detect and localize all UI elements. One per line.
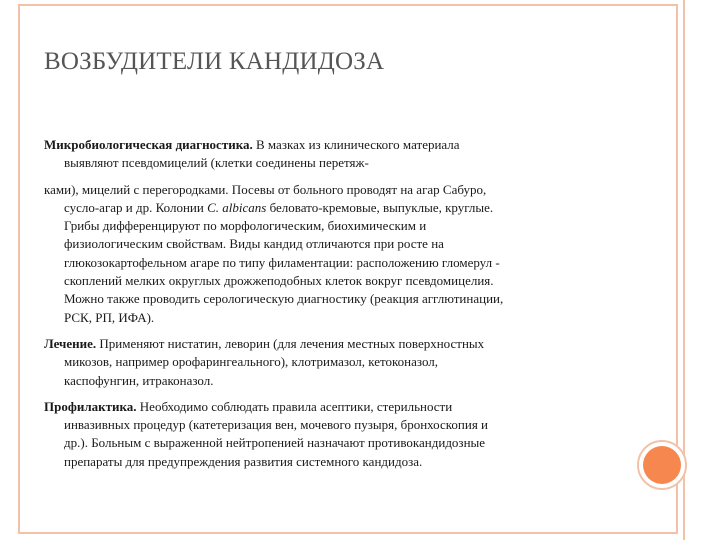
- text-line: каспофунгин, итраконазол.: [64, 372, 214, 388]
- text-line: сусло-агар и др. Колонии: [64, 199, 204, 215]
- paragraph-diagnostics: [44, 136, 614, 327]
- paragraph-lead: Лечение.: [44, 335, 97, 351]
- text-line: беловато-кремовые, выпуклые, круглые.: [266, 199, 494, 215]
- text-line: глюкозокартофельном агаре по типу филаментации: расположению гломерул -: [64, 254, 500, 270]
- text-line: ками), мицелий с перегородками. Посевы от больного проводят на агар Сабуро,: [44, 181, 487, 197]
- text-line: В мазках из клинического материала: [252, 137, 460, 152]
- text-line: препараты для предупреждения развития системного кандидоза.: [64, 453, 423, 469]
- slide-title: ВОЗБУДИТЕЛИ КАНДИДОЗА: [44, 48, 385, 75]
- paragraph-lead: Микробиологическая диагностика.: [44, 137, 253, 152]
- paragraph-lead: Профилактика.: [44, 398, 137, 414]
- decorative-circle-icon: [643, 446, 681, 484]
- paragraph-treatment: [44, 335, 614, 390]
- text-line: выявляют псевдомицелий (клетки соединены перетяж-: [64, 155, 369, 171]
- text-line: др.). Больным с выраженной нейтропенией назначают противокандидозные: [64, 435, 486, 451]
- text-line: скоплений мелких округлых дрожжеподобных клеток вокруг псевдомицелия.: [64, 273, 494, 289]
- text-line: Применяют нистатин, леворин (для лечения местных поверхностных: [96, 335, 485, 351]
- slide-body: [44, 136, 614, 479]
- text-line: Грибы дифференцируют по морфологическим, биохимическим и: [64, 218, 427, 234]
- text-line: физиологическим свойствам. Виды кандид отличаются при росте на: [64, 236, 444, 252]
- species-name: C. albicans: [207, 199, 267, 215]
- text-line: инвазивных процедур (катетеризация вен, мочевого пузыря, бронхоскопия и: [64, 417, 489, 433]
- text-line: Необходимо соблюдать правила асептики, стерильности: [136, 398, 453, 414]
- text-line: микозов, например орофарингеального), клотримазол, кетоконазол,: [64, 354, 439, 370]
- paragraph-prevention: [44, 398, 614, 471]
- text-line: Можно также проводить серологическую диагностику (реакция агглютинации,: [64, 291, 504, 307]
- text-line: РСК, РП, ИФА).: [64, 309, 155, 325]
